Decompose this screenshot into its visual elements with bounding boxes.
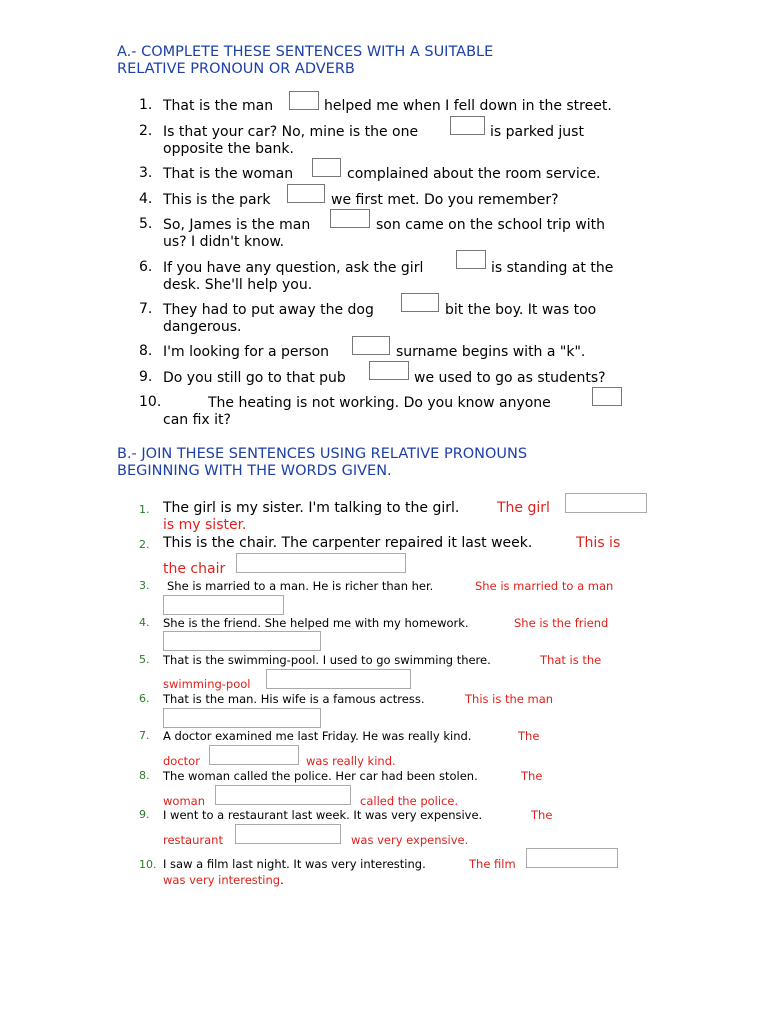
- sentence-text: A doctor examined me last Friday. He was really kind.: [163, 729, 472, 743]
- item-number: 6.: [139, 692, 150, 705]
- answer-start: The: [521, 769, 543, 783]
- answer-end: called the police.: [360, 794, 459, 808]
- item-number: 6.: [139, 259, 153, 275]
- sentence-text: I went to a restaurant last week. It was very expensive.: [163, 808, 483, 822]
- sentence-part: This is the park: [163, 192, 271, 208]
- sentence-part: is parked just: [490, 124, 584, 140]
- item-number: 4.: [139, 191, 153, 207]
- sentence-part: we first met. Do you remember?: [331, 192, 559, 208]
- sentence-text: She is the friend. She helped me with my homework.: [163, 616, 469, 630]
- answer-box[interactable]: [592, 387, 622, 406]
- item-number: 9.: [139, 369, 153, 385]
- item-number: 10.: [139, 858, 157, 871]
- answer-box[interactable]: [352, 336, 390, 355]
- item-number: 4.: [139, 616, 150, 629]
- answer-box[interactable]: [312, 158, 341, 177]
- item-number: 5.: [139, 216, 153, 232]
- sentence-part: can fix it?: [163, 412, 231, 428]
- sentence-part: bit the boy. It was too: [445, 302, 597, 318]
- sentence-part: That is the woman: [163, 166, 294, 182]
- answer-start: The film: [469, 857, 516, 871]
- item-number: 7.: [139, 301, 153, 317]
- answer-box[interactable]: [369, 361, 409, 380]
- answer-end: was very interesting: [163, 873, 281, 887]
- answer-box[interactable]: [163, 708, 321, 728]
- answer-start: She is married to a man: [475, 579, 614, 593]
- sentence-part: If you have any question, ask the girl: [163, 260, 424, 276]
- sentence-part: desk. She'll help you.: [163, 277, 313, 293]
- answer-box[interactable]: [287, 184, 325, 203]
- answer-start-cont: doctor: [163, 754, 200, 768]
- answer-box[interactable]: [289, 91, 319, 110]
- answer-box[interactable]: [450, 116, 485, 135]
- sentence-part: They had to put away the dog: [163, 302, 374, 318]
- answer-box[interactable]: [215, 785, 351, 805]
- answer-start-cont: the chair: [163, 561, 226, 577]
- item-number: 8.: [139, 343, 153, 359]
- item-number: 8.: [139, 769, 150, 782]
- answer-box[interactable]: [330, 209, 370, 228]
- answer-start: She is the friend: [514, 616, 609, 630]
- sentence-part: helped me when I fell down in the street.: [324, 98, 612, 114]
- section-b-heading: B.- JOIN THESE SENTENCES USING RELATIVE PRONOUNS BEGINNING WITH THE WORDS GIVEN.: [117, 446, 528, 479]
- answer-box[interactable]: [163, 595, 284, 615]
- answer-start: The: [518, 729, 540, 743]
- sentence-text: That is the swimming-pool. I used to go swimming there.: [163, 653, 491, 667]
- sentence-text: The girl is my sister. I'm talking to the girl.: [163, 500, 460, 516]
- answer-start: That is the: [540, 653, 602, 667]
- sentence-part: complained about the room service.: [347, 166, 601, 182]
- sentence-part: surname begins with a "k".: [396, 344, 586, 360]
- answer-start-cont: woman: [163, 794, 205, 808]
- sentence-part: dangerous.: [163, 319, 242, 335]
- answer-end-line: [163, 873, 284, 887]
- answer-box[interactable]: [565, 493, 647, 513]
- sentence-text: I saw a film last night. It was very interesting.: [163, 857, 426, 871]
- item-number: 7.: [139, 729, 150, 742]
- item-number: 2.: [139, 123, 153, 139]
- answer-start: The: [531, 808, 553, 822]
- answer-start: The girl: [497, 500, 550, 516]
- sentence-part: is standing at the: [491, 260, 614, 276]
- sentence-part: we used to go as students?: [414, 370, 606, 386]
- answer-box[interactable]: [209, 745, 299, 765]
- sentence-part: Is that your car? No, mine is the one: [163, 124, 419, 140]
- sentence-text: That is the man. His wife is a famous actress.: [163, 692, 425, 706]
- answer-end: was very expensive.: [351, 833, 469, 847]
- answer-box[interactable]: [163, 631, 321, 651]
- sentence-part: I'm looking for a person: [163, 344, 330, 360]
- item-number: 1.: [139, 97, 153, 113]
- sentence-period: .: [280, 873, 284, 887]
- sentence-text: She is married to a man. He is richer than her.: [167, 579, 434, 593]
- item-number: 3.: [139, 165, 153, 181]
- answer-end: was really kind.: [306, 754, 396, 768]
- item-number: 5.: [139, 653, 150, 666]
- answer-start-cont: restaurant: [163, 833, 223, 847]
- item-number: 10.: [139, 394, 162, 410]
- sentence-text: This is the chair. The carpenter repaired it last week.: [163, 535, 533, 551]
- section-a-heading: A.- COMPLETE THESE SENTENCES WITH A SUITABLE RELATIVE PRONOUN OR ADVERB: [117, 44, 494, 77]
- sentence-part: The heating is not working. Do you know anyone: [208, 395, 551, 411]
- answer-box[interactable]: [526, 848, 618, 868]
- sentence-part: That is the man: [163, 98, 274, 114]
- answer-start: This is the man: [465, 692, 554, 706]
- sentence-text: The woman called the police. Her car had been stolen.: [163, 769, 478, 783]
- sentence-part: So, James is the man: [163, 217, 311, 233]
- answer-start: This is: [576, 535, 621, 551]
- item-number: 1.: [139, 503, 150, 516]
- answer-start-cont: swimming-pool: [163, 677, 251, 691]
- answer-box[interactable]: [401, 293, 439, 312]
- sentence-part: opposite the bank.: [163, 141, 294, 157]
- item-number: 9.: [139, 808, 150, 821]
- item-number: 2.: [139, 538, 150, 551]
- answer-box[interactable]: [456, 250, 486, 269]
- sentence-part: Do you still go to that pub: [163, 370, 346, 386]
- sentence-part: us? I didn't know.: [163, 234, 285, 250]
- answer-box[interactable]: [235, 824, 341, 844]
- answer-box[interactable]: [266, 669, 411, 689]
- answer-end: is my sister.: [163, 517, 247, 533]
- sentence-part: son came on the school trip with: [376, 217, 605, 233]
- answer-box[interactable]: [236, 553, 406, 573]
- item-number: 3.: [139, 579, 150, 592]
